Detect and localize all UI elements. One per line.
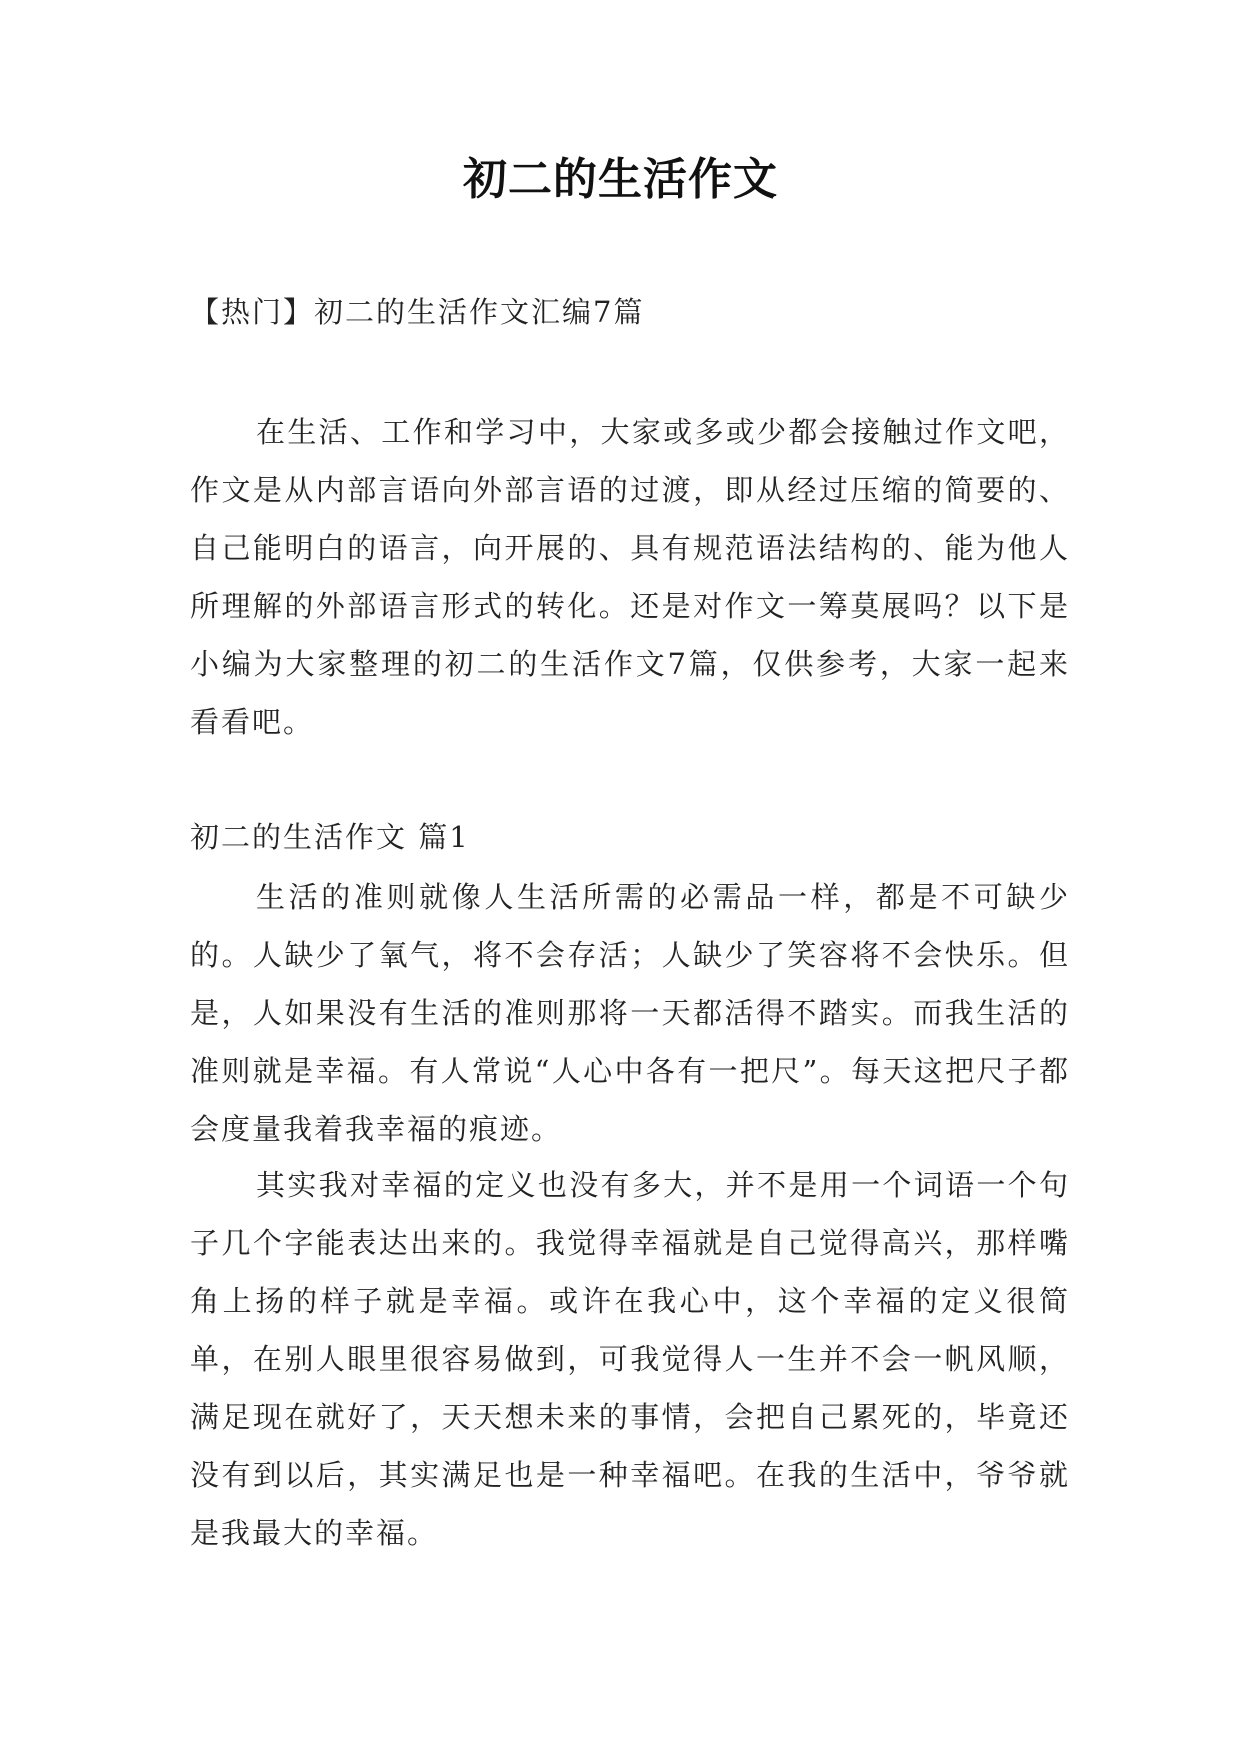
body-paragraph-1: 生活的准则就像人生活所需的必需品一样，都是不可缺少的。人缺少了氧气，将不会存活；人缺少了笑容将不会快乐。但是，人如果没有生活的准则那将一天都活得不踏实。而我生活的准则就是幸福。有人常说“人心中各有一把尺”。每天这把尺子都会度量我着我幸福的痕迹。 [190,880,1070,1146]
document-title: 初二的生活作文 [463,154,778,205]
section-heading: 初二的生活作文 篇1 [190,820,470,854]
intro-paragraph: 在生活、工作和学习中，大家或多或少都会接触过作文吧，作文是从内部言语向外部言语的过渡，即从经过压缩的简要的、自己能明白的语言，向开展的、具有规范语法结构的、能为他人所理解的外部语言形式的转化。还是对作文一筹莫展吗？以下是小编为大家整理的初二的生活作文7篇，仅供参考，大家一起来看看吧。 [190,415,1070,739]
body-paragraph-2: 其实我对幸福的定义也没有多大，并不是用一个词语一个句子几个字能表达出来的。我觉得幸福就是自己觉得高兴，那样嘴角上扬的样子就是幸福。或许在我心中，这个幸福的定义很简单，在别人眼里很容易做到，可我觉得人一生并不会一帆风顺，满足现在就好了，天天想未来的事情，会把自己累死的，毕竟还没有到以后，其实满足也是一种幸福吧。在我的生活中，爷爷就是我最大的幸福。 [190,1168,1070,1550]
document-subtitle: 【热门】初二的生活作文汇编7篇 [190,295,645,329]
